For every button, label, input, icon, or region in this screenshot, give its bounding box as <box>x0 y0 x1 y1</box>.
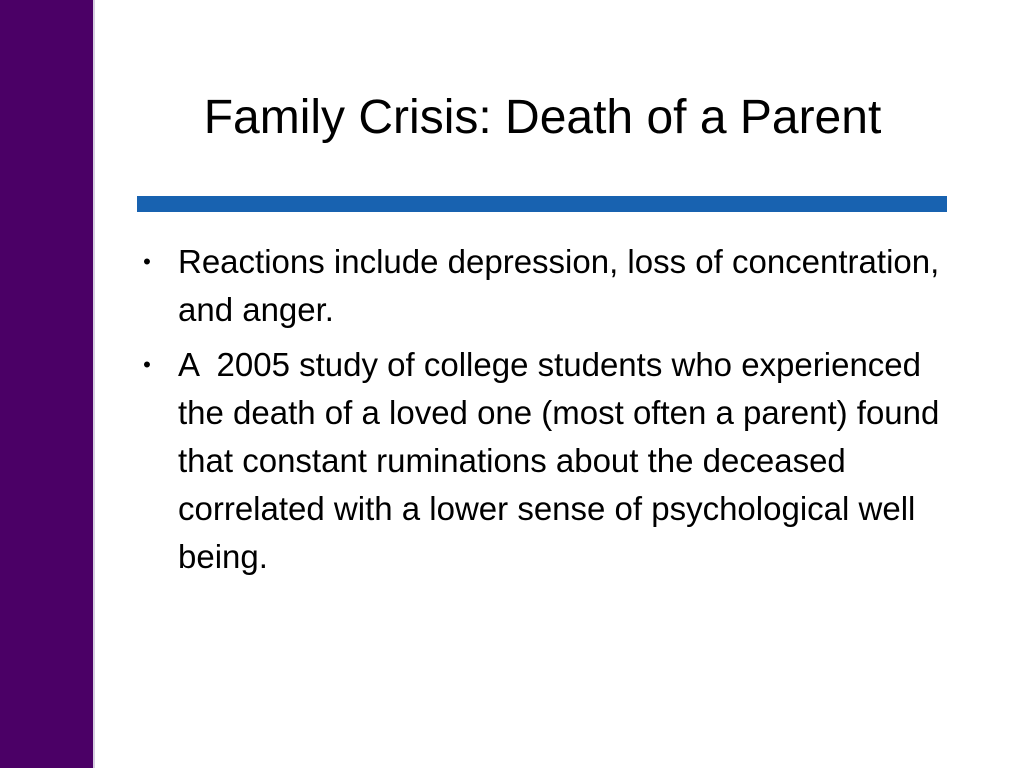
bullet-text: Reactions include depression, loss of concentration, and anger. <box>178 243 940 328</box>
bullet-list <box>138 238 968 588</box>
bullet-text: A 2005 study of college students who experienced the death of a loved one (most often a parent) found that constant ruminations about the deceased correlated with a lower sense of psychological well being. <box>178 346 949 575</box>
title-underline-rule <box>137 196 947 212</box>
bullet-item <box>138 238 968 334</box>
left-accent-bar <box>0 0 93 768</box>
slide-title: Family Crisis: Death of a Parent <box>203 91 882 144</box>
bullet-dot-icon: • <box>143 249 151 274</box>
bullet-item <box>138 341 968 581</box>
bullet-dot-icon: • <box>143 352 151 377</box>
